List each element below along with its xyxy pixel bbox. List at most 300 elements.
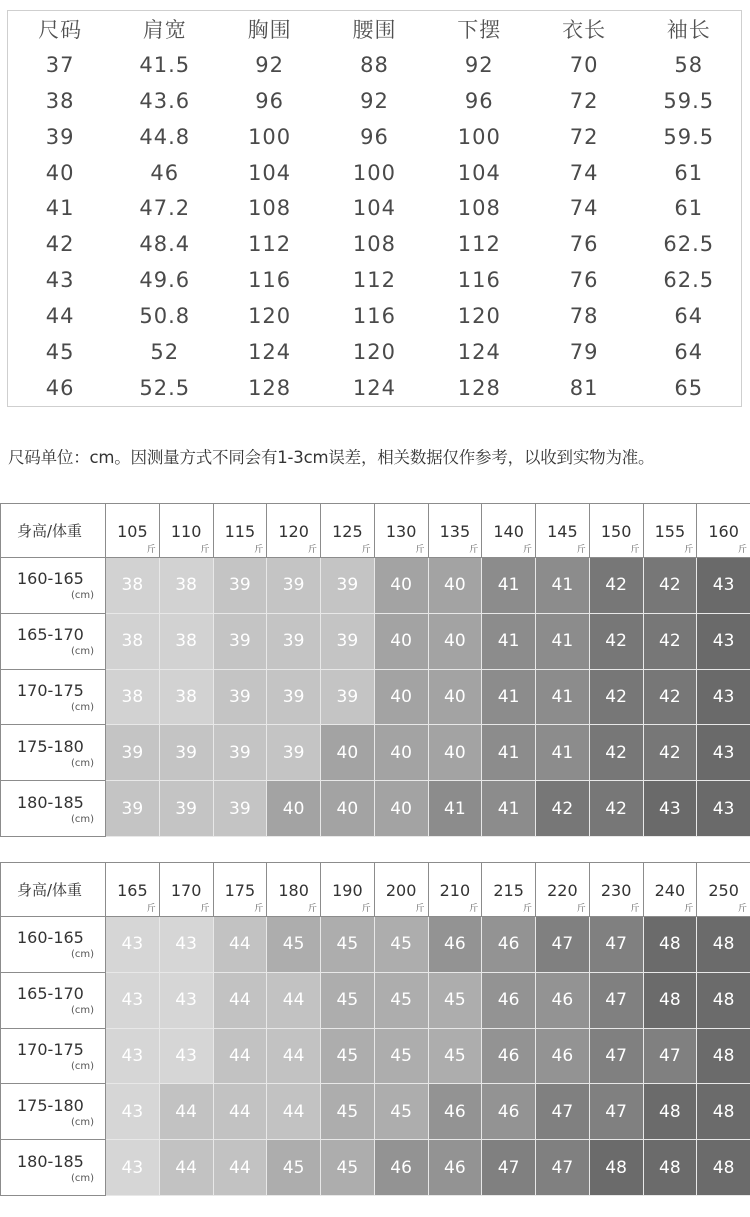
weight-header-cell [159, 863, 213, 917]
weight-header-cell [159, 504, 213, 558]
weight-header-cell [643, 504, 697, 558]
size-cell: 41 [536, 725, 590, 781]
height-range: 160-165 [17, 569, 84, 589]
height-label-cell [1, 613, 106, 669]
height-label-cell [1, 558, 106, 614]
measurement-cell: 74 [569, 196, 599, 221]
size-cell: 40 [374, 781, 428, 837]
size-cell: 45 [321, 1028, 375, 1084]
size-cell: 42 [589, 725, 643, 781]
measurement-cell: 64 [674, 340, 704, 365]
measurement-cell: 104 [352, 196, 396, 221]
size-cell: 41 [482, 669, 536, 725]
weight-unit: 斤 [737, 904, 747, 914]
size-cell: 40 [374, 725, 428, 781]
size-cell: 44 [267, 1028, 321, 1084]
weight-unit: 斤 [415, 904, 425, 914]
measurement-cell: 81 [569, 376, 599, 401]
weight-value: 110 [170, 522, 202, 541]
size-cell: 45 [267, 1140, 321, 1196]
size-cell: 39 [159, 781, 213, 837]
height-unit: (cm) [71, 1172, 95, 1184]
measurement-header-cell: 袖长 [666, 17, 711, 42]
height-label-cell [1, 725, 106, 781]
weight-value: 105 [117, 522, 148, 541]
measurement-cell: 112 [457, 232, 501, 257]
measurement-cell: 112 [248, 232, 292, 257]
size-cell: 39 [213, 558, 267, 614]
measurement-cell: 100 [248, 124, 292, 149]
weight-value: 210 [439, 881, 471, 900]
measurement-cell: 50.8 [139, 304, 191, 329]
weight-header-cell [697, 504, 750, 558]
measurement-cell: 43.6 [139, 88, 191, 113]
size-cell: 47 [589, 1084, 643, 1140]
size-cell: 44 [213, 1028, 267, 1084]
weight-value: 175 [224, 881, 256, 900]
size-cell: 45 [374, 972, 428, 1028]
measurement-cell: 46 [45, 376, 75, 401]
size-cell: 47 [536, 1084, 590, 1140]
weight-unit: 斤 [630, 904, 640, 914]
grid-row [1, 613, 750, 669]
height-unit: (cm) [71, 1005, 95, 1017]
weight-unit: 斤 [522, 904, 532, 914]
size-cell: 45 [321, 1084, 375, 1140]
size-cell: 39 [321, 558, 375, 614]
size-cell: 38 [159, 613, 213, 669]
size-cell: 41 [536, 669, 590, 725]
size-cell: 40 [428, 558, 482, 614]
weight-unit: 斤 [254, 545, 264, 555]
weight-header-cell [536, 863, 590, 917]
measurement-cell: 72 [569, 124, 599, 149]
height-label-cell [1, 1084, 106, 1140]
measurement-cell: 100 [457, 124, 501, 149]
size-cell: 39 [321, 613, 375, 669]
measurement-row [8, 298, 742, 334]
measurement-cell: 96 [360, 124, 389, 149]
measurement-cell: 42 [45, 232, 75, 257]
weight-header-cell [213, 504, 267, 558]
size-cell: 40 [374, 669, 428, 725]
size-cell: 45 [428, 972, 482, 1028]
measurement-cell: 88 [360, 52, 389, 77]
size-cell: 46 [482, 1028, 536, 1084]
size-cell: 42 [536, 781, 590, 837]
measurement-header-cell: 衣长 [562, 17, 607, 42]
weight-value: 145 [547, 522, 578, 541]
height-unit: (cm) [71, 813, 95, 825]
measurement-cell: 78 [569, 304, 599, 329]
measurement-cell: 96 [464, 88, 494, 113]
size-grid-heavy [0, 862, 750, 1196]
measurement-cell: 76 [569, 268, 599, 293]
size-cell: 46 [482, 972, 536, 1028]
size-cell: 38 [106, 558, 160, 614]
weight-header-cell [267, 504, 321, 558]
size-cell: 42 [589, 669, 643, 725]
measurement-cell: 46 [150, 160, 180, 185]
weight-header-cell [321, 863, 375, 917]
measurement-cell: 58 [674, 52, 704, 77]
size-cell: 39 [267, 613, 321, 669]
measurement-cell: 108 [352, 232, 396, 257]
measurement-header-cell: 腰围 [352, 17, 397, 42]
measurement-cell: 37 [45, 52, 75, 77]
measurement-cell: 92 [255, 52, 284, 77]
size-cell: 46 [374, 1140, 428, 1196]
measurement-cell: 100 [352, 160, 396, 185]
size-cell: 44 [267, 972, 321, 1028]
size-cell: 39 [213, 725, 267, 781]
measurement-header-row [8, 11, 742, 47]
size-cell: 45 [374, 1028, 428, 1084]
size-cell: 43 [697, 725, 750, 781]
weight-value: 125 [332, 522, 363, 541]
size-cell: 46 [428, 917, 482, 973]
size-cell: 43 [697, 669, 750, 725]
size-cell: 43 [159, 917, 213, 973]
weight-value: 140 [493, 522, 524, 541]
size-cell: 43 [697, 781, 750, 837]
weight-value: 130 [385, 522, 417, 541]
measurement-cell: 108 [248, 196, 292, 221]
measurement-cell: 96 [255, 88, 284, 113]
size-cell: 48 [643, 1084, 697, 1140]
grid-row [1, 1084, 750, 1140]
measurement-cell: 48.4 [139, 232, 191, 257]
size-cell: 48 [643, 972, 697, 1028]
size-cell: 48 [697, 1084, 750, 1140]
measurement-cell: 120 [248, 304, 292, 329]
grid-row [1, 669, 750, 725]
size-cell: 45 [267, 917, 321, 973]
size-cell: 42 [643, 669, 697, 725]
weight-unit: 斤 [469, 545, 479, 555]
weight-unit: 斤 [469, 904, 479, 914]
size-cell: 42 [643, 558, 697, 614]
weight-header-cell [643, 863, 697, 917]
weight-value: 190 [332, 881, 363, 900]
measurement-cell: 62.5 [663, 268, 715, 293]
size-cell: 43 [106, 972, 160, 1028]
weight-header-cell [213, 863, 267, 917]
height-range: 170-175 [17, 680, 84, 700]
size-cell: 40 [428, 613, 482, 669]
height-unit: (cm) [71, 590, 95, 602]
height-label-cell [1, 1028, 106, 1084]
weight-header-cell [428, 863, 482, 917]
weight-value: 170 [170, 881, 202, 900]
measurement-cell: 44 [45, 304, 75, 329]
size-cell: 41 [482, 613, 536, 669]
size-cell: 44 [267, 1084, 321, 1140]
weight-value: 200 [385, 881, 417, 900]
measurement-cell: 112 [352, 268, 396, 293]
grid-corner-label: 身高/体重 [1, 504, 106, 558]
weight-unit: 斤 [630, 545, 640, 555]
weight-unit: 斤 [254, 904, 264, 914]
weight-value: 135 [439, 522, 471, 541]
grid-row [1, 781, 750, 837]
size-cell: 46 [536, 972, 590, 1028]
size-cell: 48 [697, 1140, 750, 1196]
size-cell: 47 [589, 1028, 643, 1084]
measurement-cell: 70 [569, 52, 599, 77]
size-cell: 39 [213, 669, 267, 725]
height-range: 175-180 [17, 1095, 84, 1115]
measurement-row [8, 334, 742, 370]
size-cell: 44 [213, 1084, 267, 1140]
weight-unit: 斤 [200, 545, 210, 555]
measurement-cell: 43 [45, 268, 75, 293]
measurement-header-cell: 尺码 [38, 17, 83, 42]
size-cell: 46 [482, 1084, 536, 1140]
measurement-cell: 120 [457, 304, 501, 329]
measurement-cell: 116 [352, 304, 396, 329]
grid-header-row [1, 863, 750, 917]
size-cell: 45 [374, 1084, 428, 1140]
weight-unit: 斤 [737, 545, 747, 555]
size-grid-light [0, 503, 750, 837]
measurement-header-cell: 胸围 [247, 17, 292, 42]
measurement-cell: 76 [569, 232, 599, 257]
weight-value: 155 [654, 522, 686, 541]
size-cell: 40 [321, 725, 375, 781]
size-cell: 42 [643, 613, 697, 669]
size-cell: 46 [428, 1084, 482, 1140]
grid-row [1, 558, 750, 614]
weight-header-cell [482, 863, 536, 917]
size-cell: 47 [589, 972, 643, 1028]
weight-value: 220 [547, 881, 578, 900]
weight-header-cell [267, 863, 321, 917]
measurement-cell: 79 [569, 340, 599, 365]
grid-row [1, 972, 750, 1028]
size-cell: 45 [321, 917, 375, 973]
measurement-row [8, 262, 742, 298]
size-cell: 39 [321, 669, 375, 725]
measurement-header-cell: 下摆 [457, 17, 502, 42]
size-cell: 45 [321, 972, 375, 1028]
size-cell: 39 [106, 781, 160, 837]
measurement-row [8, 226, 742, 262]
size-cell: 38 [159, 669, 213, 725]
measurement-cell: 59.5 [663, 88, 715, 113]
size-cell: 44 [213, 972, 267, 1028]
height-label-cell [1, 972, 106, 1028]
size-cell: 47 [536, 917, 590, 973]
measurement-header-cell: 肩宽 [142, 17, 187, 42]
weight-value: 215 [493, 881, 524, 900]
grid-row [1, 1140, 750, 1196]
weight-value: 180 [278, 881, 309, 900]
grid-corner-label: 身高/体重 [1, 863, 106, 917]
size-cell: 38 [159, 558, 213, 614]
height-label-cell [1, 917, 106, 973]
height-unit: (cm) [71, 701, 95, 713]
weight-header-cell [589, 504, 643, 558]
size-cell: 40 [374, 558, 428, 614]
measurement-cell: 62.5 [663, 232, 715, 257]
size-cell: 39 [267, 558, 321, 614]
measurement-cell: 128 [457, 376, 501, 401]
measurement-cell: 92 [464, 52, 494, 77]
weight-value: 120 [278, 522, 309, 541]
height-unit: (cm) [71, 757, 95, 769]
measurement-cell: 45 [45, 340, 75, 365]
weight-header-cell [697, 863, 750, 917]
size-cell: 41 [482, 558, 536, 614]
weight-header-cell [374, 863, 428, 917]
size-cell: 45 [374, 917, 428, 973]
measurement-cell: 74 [569, 160, 599, 185]
height-label-cell [1, 1140, 106, 1196]
size-cell: 39 [106, 725, 160, 781]
size-cell: 47 [589, 917, 643, 973]
size-cell: 43 [159, 972, 213, 1028]
measurement-cell: 41.5 [139, 52, 191, 77]
size-cell: 41 [482, 725, 536, 781]
weight-unit: 斤 [576, 904, 586, 914]
weight-unit: 斤 [684, 545, 694, 555]
weight-unit: 斤 [200, 904, 210, 914]
size-cell: 41 [428, 781, 482, 837]
measurement-cell: 124 [248, 340, 292, 365]
size-cell: 39 [267, 725, 321, 781]
weight-header-cell [482, 504, 536, 558]
size-cell: 46 [428, 1140, 482, 1196]
weight-value: 250 [708, 881, 739, 900]
weight-unit: 斤 [307, 545, 317, 555]
size-cell: 47 [643, 1028, 697, 1084]
weight-value: 115 [224, 522, 256, 541]
size-cell: 44 [159, 1084, 213, 1140]
size-cell: 40 [428, 725, 482, 781]
height-range: 160-165 [17, 928, 84, 948]
weight-unit: 斤 [415, 545, 425, 555]
size-cell: 43 [106, 1028, 160, 1084]
measurement-cell: 65 [674, 376, 704, 401]
size-cell: 43 [697, 558, 750, 614]
size-cell: 41 [482, 781, 536, 837]
measurement-cell: 124 [352, 376, 396, 401]
measurement-row [8, 83, 742, 119]
weight-header-cell [428, 504, 482, 558]
size-cell: 40 [321, 781, 375, 837]
weight-value: 165 [117, 881, 148, 900]
height-range: 180-185 [17, 1151, 84, 1171]
measurement-cell: 40 [45, 160, 75, 185]
weight-unit: 斤 [576, 545, 586, 555]
measurement-cell: 44.8 [139, 124, 191, 149]
size-cell: 48 [643, 1140, 697, 1196]
measurement-row [8, 47, 742, 83]
weight-header-cell [106, 863, 160, 917]
measurement-cell: 72 [569, 88, 599, 113]
measurement-cell: 52 [150, 340, 180, 365]
size-cell: 43 [643, 781, 697, 837]
weight-unit: 斤 [522, 545, 532, 555]
height-range: 180-185 [17, 792, 84, 812]
measurement-cell: 108 [457, 196, 501, 221]
size-cell: 48 [697, 972, 750, 1028]
size-cell: 46 [536, 1028, 590, 1084]
size-cell: 43 [159, 1028, 213, 1084]
height-range: 170-175 [17, 1039, 84, 1059]
size-cell: 46 [482, 917, 536, 973]
size-cell: 45 [428, 1028, 482, 1084]
measurement-row [8, 191, 742, 227]
grid-header-row [1, 504, 750, 558]
measurement-row [8, 370, 742, 406]
size-cell: 42 [643, 725, 697, 781]
height-unit: (cm) [71, 646, 95, 658]
size-cell: 44 [213, 917, 267, 973]
grid-row [1, 1028, 750, 1084]
height-unit: (cm) [71, 949, 95, 961]
size-cell: 38 [106, 613, 160, 669]
size-cell: 48 [697, 1028, 750, 1084]
measurement-cell: 47.2 [139, 196, 191, 221]
weight-header-cell [589, 863, 643, 917]
measurement-cell: 59.5 [663, 124, 715, 149]
size-cell: 48 [697, 917, 750, 973]
size-cell: 39 [267, 669, 321, 725]
height-label-cell [1, 669, 106, 725]
weight-value: 160 [708, 522, 739, 541]
measurement-cell: 52.5 [139, 376, 191, 401]
weight-header-cell [106, 504, 160, 558]
measurement-cell: 104 [248, 160, 292, 185]
size-cell: 45 [321, 1140, 375, 1196]
size-cell: 42 [589, 558, 643, 614]
size-cell: 44 [213, 1140, 267, 1196]
size-cell: 41 [536, 613, 590, 669]
size-cell: 47 [536, 1140, 590, 1196]
height-range: 165-170 [17, 984, 84, 1004]
size-cell: 48 [589, 1140, 643, 1196]
size-cell: 39 [159, 725, 213, 781]
size-cell: 48 [643, 917, 697, 973]
size-cell: 43 [106, 1084, 160, 1140]
measurement-row [8, 155, 742, 191]
weight-value: 150 [600, 522, 632, 541]
size-cell: 40 [374, 613, 428, 669]
measurement-cell: 116 [248, 268, 292, 293]
measurement-cell: 49.6 [139, 268, 191, 293]
measurement-cell: 92 [360, 88, 389, 113]
height-unit: (cm) [71, 1116, 95, 1128]
measurement-cell: 128 [248, 376, 292, 401]
height-range: 175-180 [17, 736, 84, 756]
weight-unit: 斤 [146, 545, 156, 555]
size-cell: 39 [213, 781, 267, 837]
size-cell: 42 [589, 781, 643, 837]
measurement-cell: 39 [45, 124, 75, 149]
weight-unit: 斤 [307, 904, 317, 914]
measurement-cell: 64 [674, 304, 704, 329]
size-cell: 40 [267, 781, 321, 837]
height-label-cell [1, 781, 106, 837]
grid-row [1, 725, 750, 781]
weight-unit: 斤 [361, 545, 371, 555]
weight-unit: 斤 [146, 904, 156, 914]
size-cell: 43 [106, 917, 160, 973]
size-cell: 47 [482, 1140, 536, 1196]
weight-value: 230 [600, 881, 632, 900]
